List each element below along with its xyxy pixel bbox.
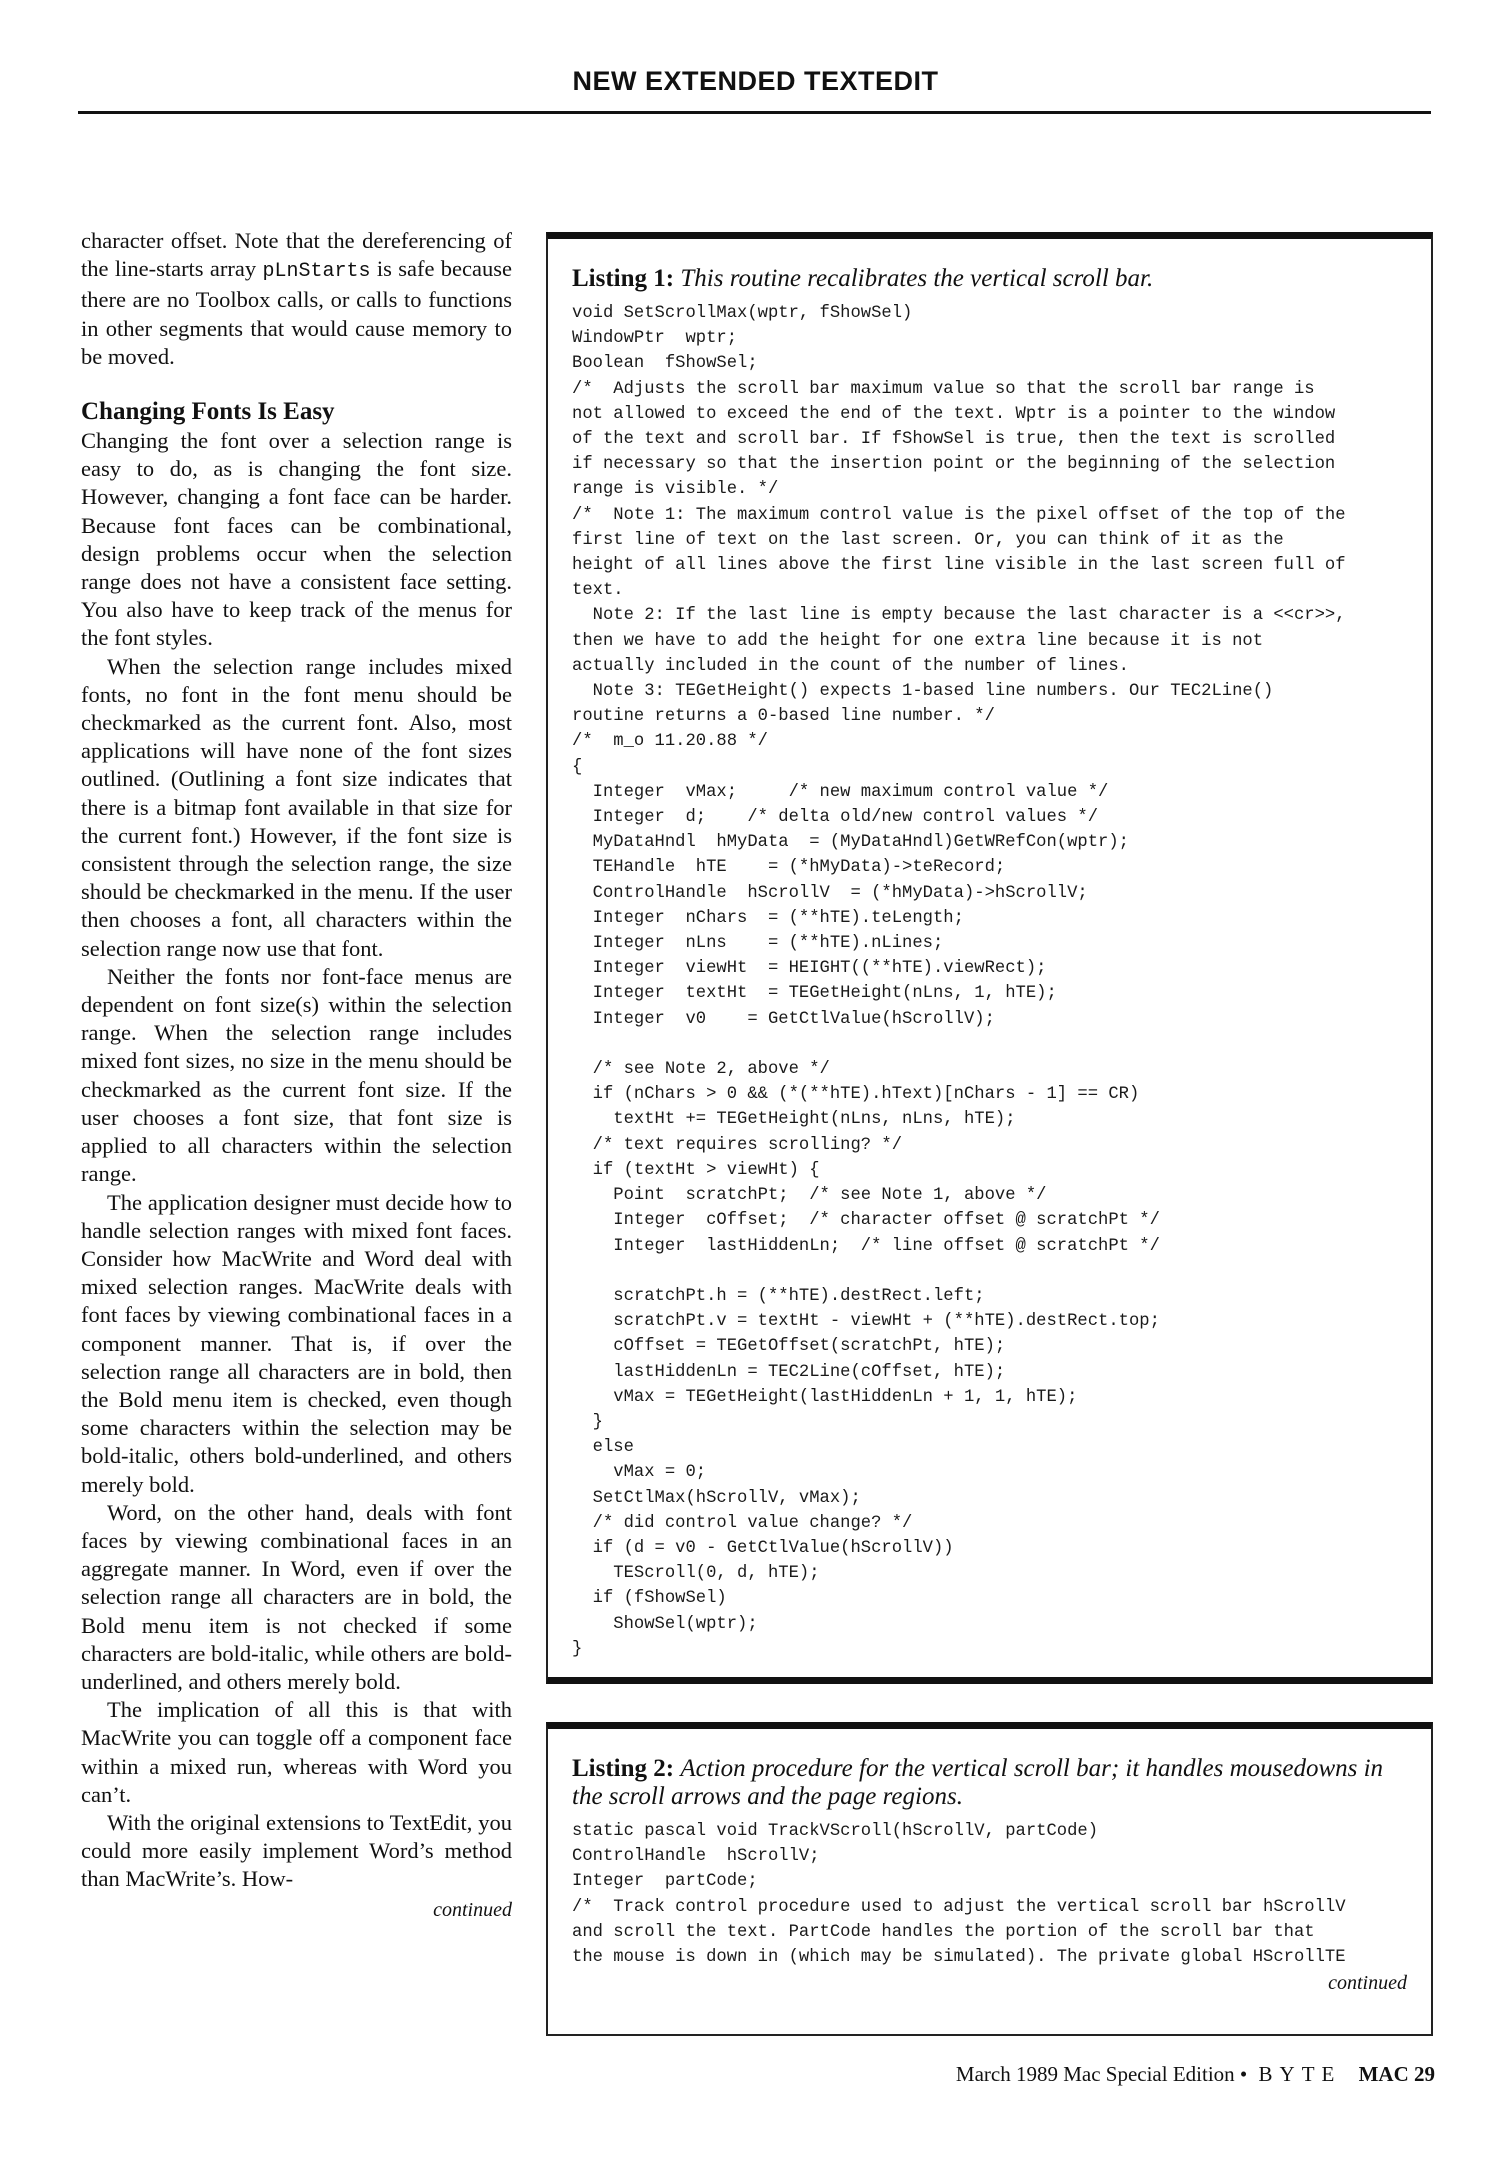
code-line: vMax = 0; (572, 1463, 707, 1483)
code-line: Note 3: TEGetHeight() expects 1-based line numbers. Our TEC2Line() (572, 682, 1274, 702)
code-line: cOffset = TEGetOffset(scratchPt, hTE); (572, 1337, 1006, 1357)
code-line: ControlHandle hScrollV; (572, 1847, 820, 1867)
code-line: textHt += TEGetHeight(nLns, nLns, hTE); (572, 1110, 1016, 1130)
code-line: else (572, 1438, 634, 1458)
code-line (572, 1032, 1407, 1057)
code-line: range is visible. */ (572, 480, 779, 500)
code-line: Integer nLns = (**hTE).nLines; (572, 934, 944, 954)
continued-label: continued (433, 1898, 512, 1921)
listing-2-box (546, 1722, 1433, 2036)
code-line: Integer d; /* delta old/new control values */ (572, 808, 1099, 828)
code-line: first line of text on the last screen. Or, you can think of it as the (572, 530, 1284, 550)
listing-caption (572, 265, 1407, 293)
code-line: scratchPt.v = textHt - viewHt + (**hTE).destRect.top; (572, 1312, 1160, 1332)
issue-label: March 1989 Mac Special Edition (955, 2062, 1235, 2086)
code-line: /* see Note 2, above */ (572, 1060, 830, 1080)
code-line: not allowed to exceed the end of the text. Wptr is a pointer to the window (572, 404, 1336, 424)
code-line: then we have to add the height for one extra line because it is not (572, 631, 1264, 651)
code-line: /* Note 1: The maximum control value is the pixel offset of the top of the (572, 505, 1346, 525)
code-line: Note 2: If the last line is empty because the last character is a <<cr>>, (572, 606, 1346, 626)
magazine-name: BYTE (1258, 2062, 1342, 2086)
body-paragraph: When the selection range includes mixed fonts, no font in the font menu should be checkmarked as the current font. Also, most applications will have none of the font sizes outlined. (Outlining a font size indicates that there is a bitmap font available in that size for the current font.) However, if the font size is consistent through the selection range, the size should be checkmarked in the menu. If the user then chooses a font, all characters within the selection range now use that font. (81, 653, 512, 961)
code-line: actually included in the count of the number of lines. (572, 656, 1129, 676)
code-line: scratchPt.h = (**hTE).destRect.left; (572, 1286, 985, 1306)
code-line: } (572, 1412, 603, 1432)
header-rule (78, 111, 1431, 114)
body-paragraph: Word, on the other hand, deals with font faces by viewing combinational faces in an aggregate manner. In Word, even if over the selection range all characters are in bold, the Bold menu item is not checked if some characters are bold-italic, while others are bold-underlined, and others merely bold. (81, 1499, 512, 1694)
code-line: if (textHt > viewHt) { (572, 1160, 820, 1180)
code-line: Integer v0 = GetCtlValue(hScrollV); (572, 1009, 995, 1029)
body-paragraph: Neither the fonts nor font-face menus are dependent on font size(s) within the selection range. When the selection range includes mixed font sizes, no size in the menu should be checkmarked as the current font size. If the user chooses a font size, that font size is applied to all characters within the selection range. (81, 963, 512, 1187)
listing-number: Listing 2: (572, 1755, 675, 1782)
code-line: MyDataHndl hMyData = (MyDataHndl)GetWRefCon(wptr); (572, 833, 1129, 853)
code-block (572, 1819, 1407, 1970)
code-line: Boolean fShowSel; (572, 354, 758, 374)
page-number: MAC 29 (1358, 2062, 1435, 2086)
code-line: text. (572, 581, 624, 601)
code-line: /* Track control procedure used to adjust the vertical scroll bar hScrollV (572, 1897, 1346, 1917)
code-line: void SetScrollMax(wptr, fShowSel) (572, 304, 913, 323)
code-line: } (572, 1639, 583, 1659)
body-paragraph: The implication of all this is that with MacWrite you can toggle off a component face within a mixed run, whereas with Word you can’t. (81, 1697, 512, 1807)
code-line: routine returns a 0-based line number. */ (572, 707, 995, 727)
code-line: Integer viewHt = HEIGHT((**hTE).viewRect); (572, 959, 1047, 979)
code-line: Integer vMax; /* new maximum control value */ (572, 782, 1109, 802)
body-paragraph: With the original extensions to TextEdit, you could more easily implement Word’s method than MacWrite’s. How- (81, 1809, 512, 1892)
code-line: /* text requires scrolling? */ (572, 1135, 903, 1155)
listing-description: This routine recalibrates the vertical scroll bar. (680, 265, 1154, 292)
body-paragraph: Changing the font over a selection range is easy to do, as is changing the font size. However, changing a font face can be harder. Because font faces can be combinational, design problems occur when the selection range does not have a consistent face setting. You also have to keep track of the menus for the font styles. (81, 428, 512, 651)
code-line: ShowSel(wptr); (572, 1614, 758, 1634)
code-line: if necessary so that the insertion point or the beginning of the selection (572, 455, 1336, 475)
code-line: the mouse is down in (which may be simulated). The private global HScrollTE (572, 1948, 1346, 1968)
code-line: { (572, 757, 583, 777)
code-line: vMax = TEGetHeight(lastHiddenLn + 1, 1, hTE); (572, 1387, 1078, 1407)
code-line: lastHiddenLn = TEC2Line(cOffset, hTE); (572, 1362, 1006, 1382)
code-line: static pascal void TrackVScroll(hScrollV, partCode) (572, 1822, 1099, 1841)
code-line: TEHandle hTE = (*hMyData)->teRecord; (572, 858, 1006, 878)
code-line: /* did control value change? */ (572, 1513, 913, 1533)
intro-text-end: is safe because there are no Toolbox calls, or calls to functions in other segments that would cause memory to be moved. (81, 256, 513, 369)
intro-text: character offset. Note that the dereferencing of the line-starts array (81, 228, 512, 282)
code-line: height of all lines above the first line visible in the last screen full of (572, 556, 1346, 576)
code-line: Point scratchPt; /* see Note 1, above */ (572, 1186, 1047, 1206)
code-line: of the text and scroll bar. If fShowSel is true, then the text is scrolled (572, 430, 1336, 450)
code-block (572, 301, 1407, 1662)
section-heading: Changing Fonts Is Easy (81, 398, 335, 426)
listing-caption (572, 1755, 1407, 1811)
code-line: if (fShowSel) (572, 1589, 727, 1609)
code-line (572, 1259, 1407, 1284)
code-line: Integer textHt = TEGetHeight(nLns, 1, hTE); (572, 984, 1057, 1004)
code-line: WindowPtr wptr; (572, 329, 738, 349)
continued-label: continued (1328, 1972, 1407, 1995)
code-line: ControlHandle hScrollV = (*hMyData)->hScrollV; (572, 883, 1088, 903)
code-line: Integer nChars = (**hTE).teLength; (572, 908, 964, 928)
code-line: Integer cOffset; /* character offset @ scratchPt */ (572, 1211, 1160, 1231)
intro-paragraph (81, 227, 512, 371)
code-line: Integer lastHiddenLn; /* line offset @ scratchPt */ (572, 1236, 1160, 1256)
article-column (81, 227, 512, 1924)
body-paragraph: The application designer must decide how to handle selection ranges with mixed font faces. Consider how MacWrite and Word deal with mixed selection ranges. MacWrite deals with font faces by viewing combinational faces in a component manner. That is, if over the selection range all characters are in bold, then the Bold menu item is checked, even though some characters within the selection may be bold-italic, others bold-underlined, and others merely bold. (81, 1189, 512, 1497)
code-term: pLnStarts (262, 260, 371, 284)
running-head: NEW EXTENDED TEXTEDIT (572, 66, 939, 96)
code-line: /* Adjusts the scroll bar maximum value so that the scroll bar range is (572, 379, 1315, 399)
code-line: Integer partCode; (572, 1872, 758, 1892)
code-line: SetCtlMax(hScrollV, vMax); (572, 1488, 861, 1508)
code-line: /* m_o 11.20.88 */ (572, 732, 768, 752)
listing-description: Action procedure for the vertical scroll bar; it handles mousedowns in the scroll arrows and the page regions. (572, 1755, 1384, 1810)
page-footer (930, 2062, 1435, 2087)
listing-1-box (546, 232, 1433, 1684)
code-line: and scroll the text. PartCode handles the portion of the scroll bar that (572, 1922, 1315, 1942)
listing-number: Listing 1: (572, 265, 675, 292)
code-line: TEScroll(0, d, hTE); (572, 1564, 820, 1584)
code-line: if (d = v0 - GetCtlValue(hScrollV)) (572, 1538, 954, 1558)
bullet-separator: • (1239, 2062, 1248, 2086)
code-line: if (nChars > 0 && (*(**hTE).hText)[nChars - 1] == CR) (572, 1085, 1140, 1105)
